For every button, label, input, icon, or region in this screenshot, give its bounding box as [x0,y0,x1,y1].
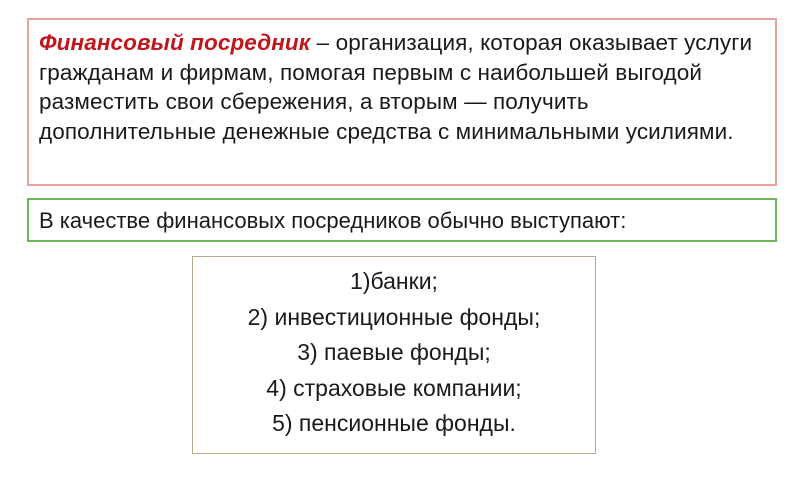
definition-box [27,18,777,186]
list-item-banks: 1)банки; [350,268,438,294]
intermediaries-list [192,264,596,442]
list-item-pension-funds: 5) пенсионные фонды. [272,410,516,436]
subheading-text: В качестве финансовых посредников обычно выступают: [39,208,627,233]
list-item-insurance-companies: 4) страховые компании; [266,374,522,401]
list-item-investment-funds: 2) инвестиционные фонды; [247,303,541,330]
definition-dash: – [310,30,336,55]
list-item-mutual-funds: 3) паевые фонды; [297,339,491,365]
subheading-box [27,198,777,242]
definition-text: организация, которая оказывает услуги гражданам и фирмам, помогая первым с наибольшей выгодой разместить свои сбережения, а вторым — получить дополнительные денежные средства с минимальными усилиями. [39,30,753,144]
definition-term: Финансовый посредник [39,30,311,55]
